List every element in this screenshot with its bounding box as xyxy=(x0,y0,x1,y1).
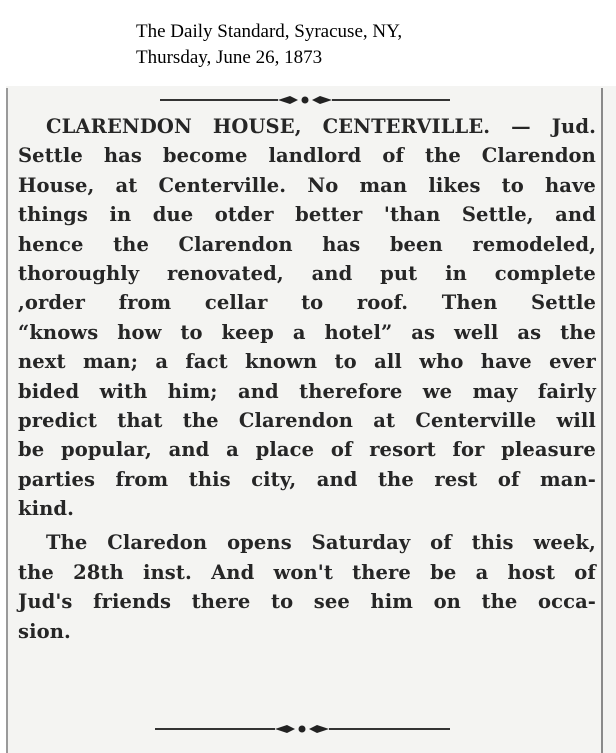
article-word: see xyxy=(313,590,350,614)
article-word: all xyxy=(374,350,402,374)
article-word: and xyxy=(316,467,358,491)
article-word: well xyxy=(454,320,499,344)
article-word: rest xyxy=(434,467,478,491)
article-body xyxy=(18,112,596,646)
article-word: predict xyxy=(18,408,97,432)
article-word: likes xyxy=(428,173,481,197)
article-word: House, xyxy=(18,173,95,197)
article-word: Settle, xyxy=(461,203,534,227)
article-word: 'than xyxy=(383,203,441,227)
clipping-left-edge xyxy=(6,88,8,753)
article-word: No xyxy=(307,173,339,197)
article-word: otder xyxy=(214,203,274,227)
article-word: The xyxy=(46,531,88,555)
article-word: fairly xyxy=(537,379,596,403)
article-word: a xyxy=(226,438,239,462)
article-word: him; xyxy=(167,379,218,403)
article-word: for xyxy=(452,438,485,462)
bottom-ornament-rule xyxy=(155,724,450,734)
article-line xyxy=(18,494,596,523)
article-word: on xyxy=(433,590,461,614)
article-word: been xyxy=(389,232,443,256)
article-word: as xyxy=(517,320,542,344)
article-word: has xyxy=(322,232,361,256)
article-line xyxy=(18,617,596,646)
article-word: the xyxy=(424,144,461,168)
article-word: next xyxy=(18,350,66,374)
article-word: pleasure xyxy=(501,438,596,462)
article-line xyxy=(18,377,596,406)
article-word: a xyxy=(475,560,489,584)
article-word: we xyxy=(422,379,453,403)
article-word: place xyxy=(255,438,315,462)
article-word: man xyxy=(359,173,408,197)
article-word: and xyxy=(168,438,210,462)
article-word: of xyxy=(574,560,596,584)
article-word: resort xyxy=(369,438,436,462)
article-line xyxy=(18,528,596,557)
article-word: Settle xyxy=(531,291,596,315)
article-word: Jud. xyxy=(551,115,596,138)
article-word: that xyxy=(117,408,163,432)
article-word: to xyxy=(270,590,294,614)
article-word: will xyxy=(556,408,596,432)
article-word: renovated, xyxy=(167,261,284,285)
article-word: from xyxy=(115,467,169,491)
article-word: hotel” xyxy=(324,320,393,344)
article-word: him xyxy=(370,590,413,614)
article-word: how xyxy=(117,320,162,344)
article-word: keep xyxy=(221,320,274,344)
article-word: sion. xyxy=(18,619,71,643)
article-word: of xyxy=(330,438,353,462)
article-word: to xyxy=(501,173,524,197)
article-line xyxy=(18,318,596,347)
article-word: bided xyxy=(18,379,80,403)
article-word: inst. xyxy=(143,560,192,584)
article-word: Centerville xyxy=(415,408,537,432)
article-word: thoroughly xyxy=(18,261,140,285)
article-word: “knows xyxy=(18,320,99,344)
article-word: CLARENDON xyxy=(46,115,192,138)
article-line xyxy=(18,112,596,141)
article-word: Clarendon xyxy=(481,144,596,168)
article-line xyxy=(18,558,596,587)
article-word: known xyxy=(245,350,318,374)
article-word: host xyxy=(507,560,556,584)
article-line xyxy=(18,435,596,464)
article-word: there xyxy=(352,560,411,584)
article-word: HOUSE, xyxy=(212,115,302,138)
article-word: have xyxy=(544,173,596,197)
article-word: parties xyxy=(18,467,96,491)
article-word: this xyxy=(471,531,514,555)
article-word: the xyxy=(560,320,596,344)
article-word: Clarendon xyxy=(178,232,293,256)
article-word: and xyxy=(238,379,279,403)
paragraph-1 xyxy=(18,112,596,523)
article-word: who xyxy=(419,350,464,374)
article-word: and xyxy=(311,261,353,285)
article-word: ,order xyxy=(18,291,85,315)
clipping-right-edge xyxy=(601,88,603,753)
article-word: the xyxy=(113,232,149,256)
article-word: things xyxy=(18,203,88,227)
article-line xyxy=(18,171,596,200)
article-line xyxy=(18,347,596,376)
article-word: And xyxy=(211,560,255,584)
article-word: complete xyxy=(494,261,596,285)
article-word: to xyxy=(301,291,324,315)
article-word: of xyxy=(430,531,452,555)
article-word: with xyxy=(99,379,148,403)
article-line xyxy=(18,200,596,229)
article-word: man; xyxy=(82,350,138,374)
caption-line-2: Thursday, June 26, 1873 xyxy=(136,47,323,68)
article-word: won't xyxy=(273,560,333,584)
article-word: Centerville. xyxy=(158,173,287,197)
caption-line-1: The Daily Standard, Syracuse, NY, xyxy=(136,21,403,42)
article-word: therefore xyxy=(299,379,403,403)
article-word: man- xyxy=(540,467,596,491)
source-caption xyxy=(136,19,402,71)
article-line xyxy=(18,230,596,259)
article-line xyxy=(18,141,596,170)
article-word: city, xyxy=(251,467,297,491)
article-word: Settle xyxy=(18,144,83,168)
article-word: in xyxy=(109,203,132,227)
article-word: CENTERVILLE. xyxy=(322,115,491,138)
article-word: roof. xyxy=(356,291,409,315)
article-word: the xyxy=(18,560,54,584)
article-word: from xyxy=(118,291,172,315)
article-word: have xyxy=(480,350,532,374)
article-line xyxy=(18,587,596,616)
article-word: to xyxy=(180,320,203,344)
article-line xyxy=(18,259,596,288)
article-word: opens xyxy=(227,531,292,555)
article-word: a xyxy=(155,350,169,374)
article-word: Clarendon xyxy=(238,408,354,432)
article-word: Jud's xyxy=(18,590,73,614)
article-word: this xyxy=(188,467,231,491)
article-word: friends xyxy=(93,590,172,614)
article-word: cellar xyxy=(204,291,268,315)
article-word: Then xyxy=(441,291,498,315)
article-word: kind. xyxy=(18,497,75,521)
article-word: a xyxy=(292,320,306,344)
article-word: as xyxy=(411,320,436,344)
article-word: Claredon xyxy=(107,531,208,555)
paragraph-2 xyxy=(18,528,596,646)
article-word: due xyxy=(152,203,194,227)
top-ornament-rule xyxy=(160,95,450,105)
article-word: the xyxy=(377,467,414,491)
article-word: occa- xyxy=(538,590,596,614)
article-word: hence xyxy=(18,232,84,256)
article-word: put xyxy=(380,261,418,285)
article-word: 28th xyxy=(73,560,124,584)
article-line xyxy=(18,465,596,494)
article-word: week, xyxy=(533,531,596,555)
article-line xyxy=(18,406,596,435)
article-word: be xyxy=(18,438,45,462)
article-word: remodeled, xyxy=(472,232,596,256)
article-word: and xyxy=(555,203,596,227)
article-word: ever xyxy=(549,350,596,374)
article-word: Saturday xyxy=(311,531,411,555)
article-word: may xyxy=(472,379,518,403)
article-word: to xyxy=(334,350,357,374)
article-word: fact xyxy=(185,350,228,374)
article-word: of xyxy=(497,467,520,491)
article-word: become xyxy=(162,144,248,168)
article-word: landlord xyxy=(268,144,362,168)
article-line xyxy=(18,288,596,317)
article-word: there xyxy=(191,590,251,614)
article-word: has xyxy=(103,144,142,168)
article-word: the xyxy=(182,408,219,432)
article-word: in xyxy=(445,261,467,285)
article-word: at xyxy=(373,408,396,432)
article-word: better xyxy=(295,203,363,227)
article-word: — xyxy=(511,115,531,138)
article-word: popular, xyxy=(60,438,152,462)
article-word: be xyxy=(430,560,457,584)
article-word: of xyxy=(382,144,404,168)
article-word: the xyxy=(481,590,518,614)
article-word: at xyxy=(115,173,138,197)
